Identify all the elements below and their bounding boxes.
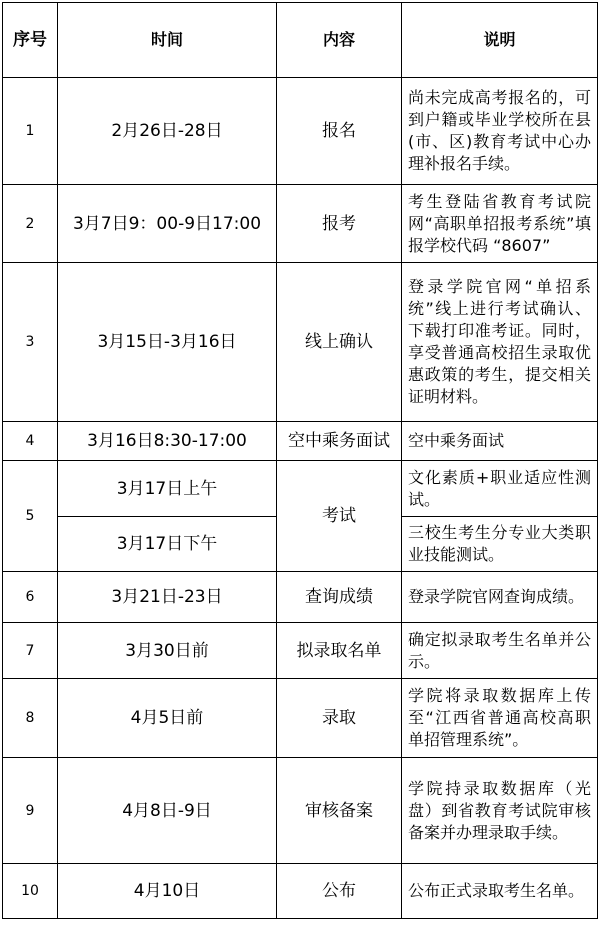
table-row (3, 758, 598, 864)
row-index: 10 (3, 864, 58, 919)
row-index: 7 (3, 623, 58, 679)
row-index: 8 (3, 679, 58, 758)
row-content: 线上确认 (277, 263, 402, 422)
header-description: 说明 (402, 3, 598, 78)
table-row (3, 572, 598, 623)
row-time: 3月17日上午 (58, 461, 277, 517)
table-row (3, 422, 598, 461)
schedule-table (2, 2, 598, 919)
table-row (3, 623, 598, 679)
row-description: 空中乘务面试 (402, 422, 598, 461)
header-time: 时间 (58, 3, 277, 78)
row-description: 确定拟录取考生名单并公示。 (402, 623, 598, 679)
row-description: 登录学院官网查询成绩。 (402, 572, 598, 623)
row-description: 学院将录取数据库上传至“江西省普通高校高职单招管理系统”。 (402, 679, 598, 758)
row-index: 5 (3, 461, 58, 572)
row-time: 3月15日-3月16日 (58, 263, 277, 422)
row-content: 公布 (277, 864, 402, 919)
table-row (3, 263, 598, 422)
row-content: 考试 (277, 461, 402, 572)
row-index: 3 (3, 263, 58, 422)
row-time: 3月16日8:30-17:00 (58, 422, 277, 461)
row-description: 考生登陆省教育考试院网“高职单招报考系统”填报学校代码 “8607” (402, 185, 598, 263)
row-description: 学院持录取数据库（光盘）到省教育考试院审核备案并办理录取手续。 (402, 758, 598, 864)
row-time: 4月8日-9日 (58, 758, 277, 864)
row-description: 登录学院官网“单招系统”线上进行考试确认、下载打印准考证。同时，享受普通高校招生录取优惠政策的考生，提交相关证明材料。 (402, 263, 598, 422)
header-content: 内容 (277, 3, 402, 78)
row-description: 文化素质+职业适应性测试。 (402, 461, 598, 517)
table-row (3, 864, 598, 919)
row-content: 空中乘务面试 (277, 422, 402, 461)
row-content: 录取 (277, 679, 402, 758)
row-time: 3月21日-23日 (58, 572, 277, 623)
table-row (3, 78, 598, 185)
row-time: 3月17日下午 (58, 517, 277, 572)
row-content: 报考 (277, 185, 402, 263)
row-index: 9 (3, 758, 58, 864)
row-description: 公布正式录取考生名单。 (402, 864, 598, 919)
row-index: 1 (3, 78, 58, 185)
row-time: 3月30日前 (58, 623, 277, 679)
row-time: 3月7日9：00-9日17:00 (58, 185, 277, 263)
row-index: 4 (3, 422, 58, 461)
row-content: 查询成绩 (277, 572, 402, 623)
table-row (3, 679, 598, 758)
table-row (3, 461, 598, 517)
table-header-row (3, 3, 598, 78)
row-index: 6 (3, 572, 58, 623)
header-index: 序号 (3, 3, 58, 78)
row-time: 2月26日-28日 (58, 78, 277, 185)
row-description: 三校生考生分专业大类职业技能测试。 (402, 517, 598, 572)
row-index: 2 (3, 185, 58, 263)
row-content: 拟录取名单 (277, 623, 402, 679)
row-description: 尚未完成高考报名的，可到户籍或毕业学校所在县(市、区)教育考试中心办理补报名手续。 (402, 78, 598, 185)
row-time: 4月5日前 (58, 679, 277, 758)
row-time: 4月10日 (58, 864, 277, 919)
row-content: 报名 (277, 78, 402, 185)
row-content: 审核备案 (277, 758, 402, 864)
table-row (3, 185, 598, 263)
